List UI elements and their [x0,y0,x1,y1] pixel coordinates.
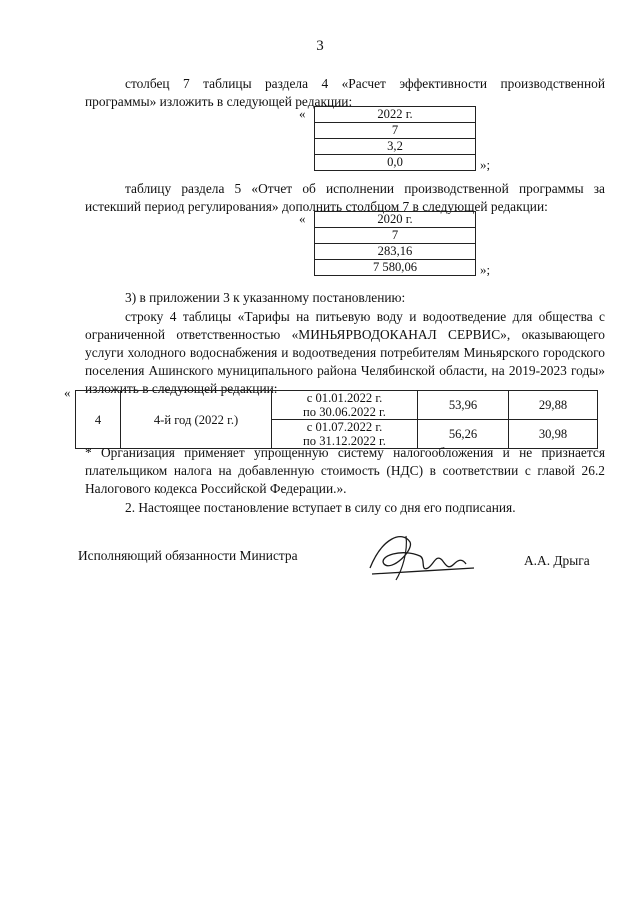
table-cell: 0,0 [315,155,476,171]
close-quote: »; [480,157,491,172]
period-from: с 01.07.2022 г. [306,420,383,434]
table-cell: 7 580,06 [315,260,476,276]
paragraph-text: столбец 7 таблицы раздела 4 «Расчет эффективности производственной программы» изложить в следующей редакции: [85,76,605,109]
report-column-table [314,211,476,276]
table-cell: 3,2 [315,139,476,155]
year-cell: 4-й год (2022 г.) [121,391,272,449]
paragraph-text: строку 4 таблицы «Тарифы на питьевую воду и водоотведение для общества с ограниченной ответственностью «МИНЬЯРВОДОКАНАЛ СЕРВИС», оказывающего услуги холодного водоснабжения и водоотведения потребителям Миньярского городского поселения Ашинского муниципального района Челябинской области, на 2019-2023 годы» изложить в следующей редакции: [85,309,605,396]
efficiency-column-table [314,106,476,171]
period-cell [272,391,418,420]
paragraph-tariff-intro [85,308,605,398]
table-cell: 7 [315,228,476,244]
water-tariff-cell: 56,26 [418,420,509,449]
open-quote: « [299,106,306,121]
handwritten-signature [362,528,482,584]
paragraph-effective [85,499,605,517]
close-quote: »; [480,262,491,277]
page-number: 3 [316,38,324,54]
sewage-tariff-cell: 30,98 [509,420,598,449]
paragraph-appendix3 [85,289,605,307]
tariff-row-table [75,390,598,449]
footnote-text: * Организация применяет упрощенную систему налогообложения и не признается плательщиком налога на добавленную стоимость (НДС) в соответствии с главой 26.2 Налогового кодекса Российской Федерации.». [85,445,605,496]
water-tariff-cell: 53,96 [418,391,509,420]
table-cell: 7 [315,123,476,139]
open-quote: « [299,211,306,226]
table-cell: 2020 г. [315,212,476,228]
open-quote: « [64,385,71,400]
table-cell: 2022 г. [315,107,476,123]
footnote [85,444,605,498]
period-to: по 31.12.2022 г. [303,434,386,448]
period-to: по 30.06.2022 г. [303,405,386,419]
period-from: с 01.01.2022 г. [306,391,383,405]
table-cell: 283,16 [315,244,476,260]
signatory-name: А.А. Дрыга [524,553,590,568]
signatory-role: Исполняющий обязанности Министра [78,548,298,563]
paragraph-text: таблицу раздела 5 «Отчет об исполнении производственной программы за истекший период регулирования» дополнить столбцом 7 в следующей редакции: [85,181,605,214]
paragraph-text: 3) в приложении 3 к указанному постановлению: [125,290,406,305]
sewage-tariff-cell: 29,88 [509,391,598,420]
paragraph-text: 2. Настоящее постановление вступает в силу со дня его подписания. [125,500,516,515]
row-number-cell: 4 [76,391,121,449]
